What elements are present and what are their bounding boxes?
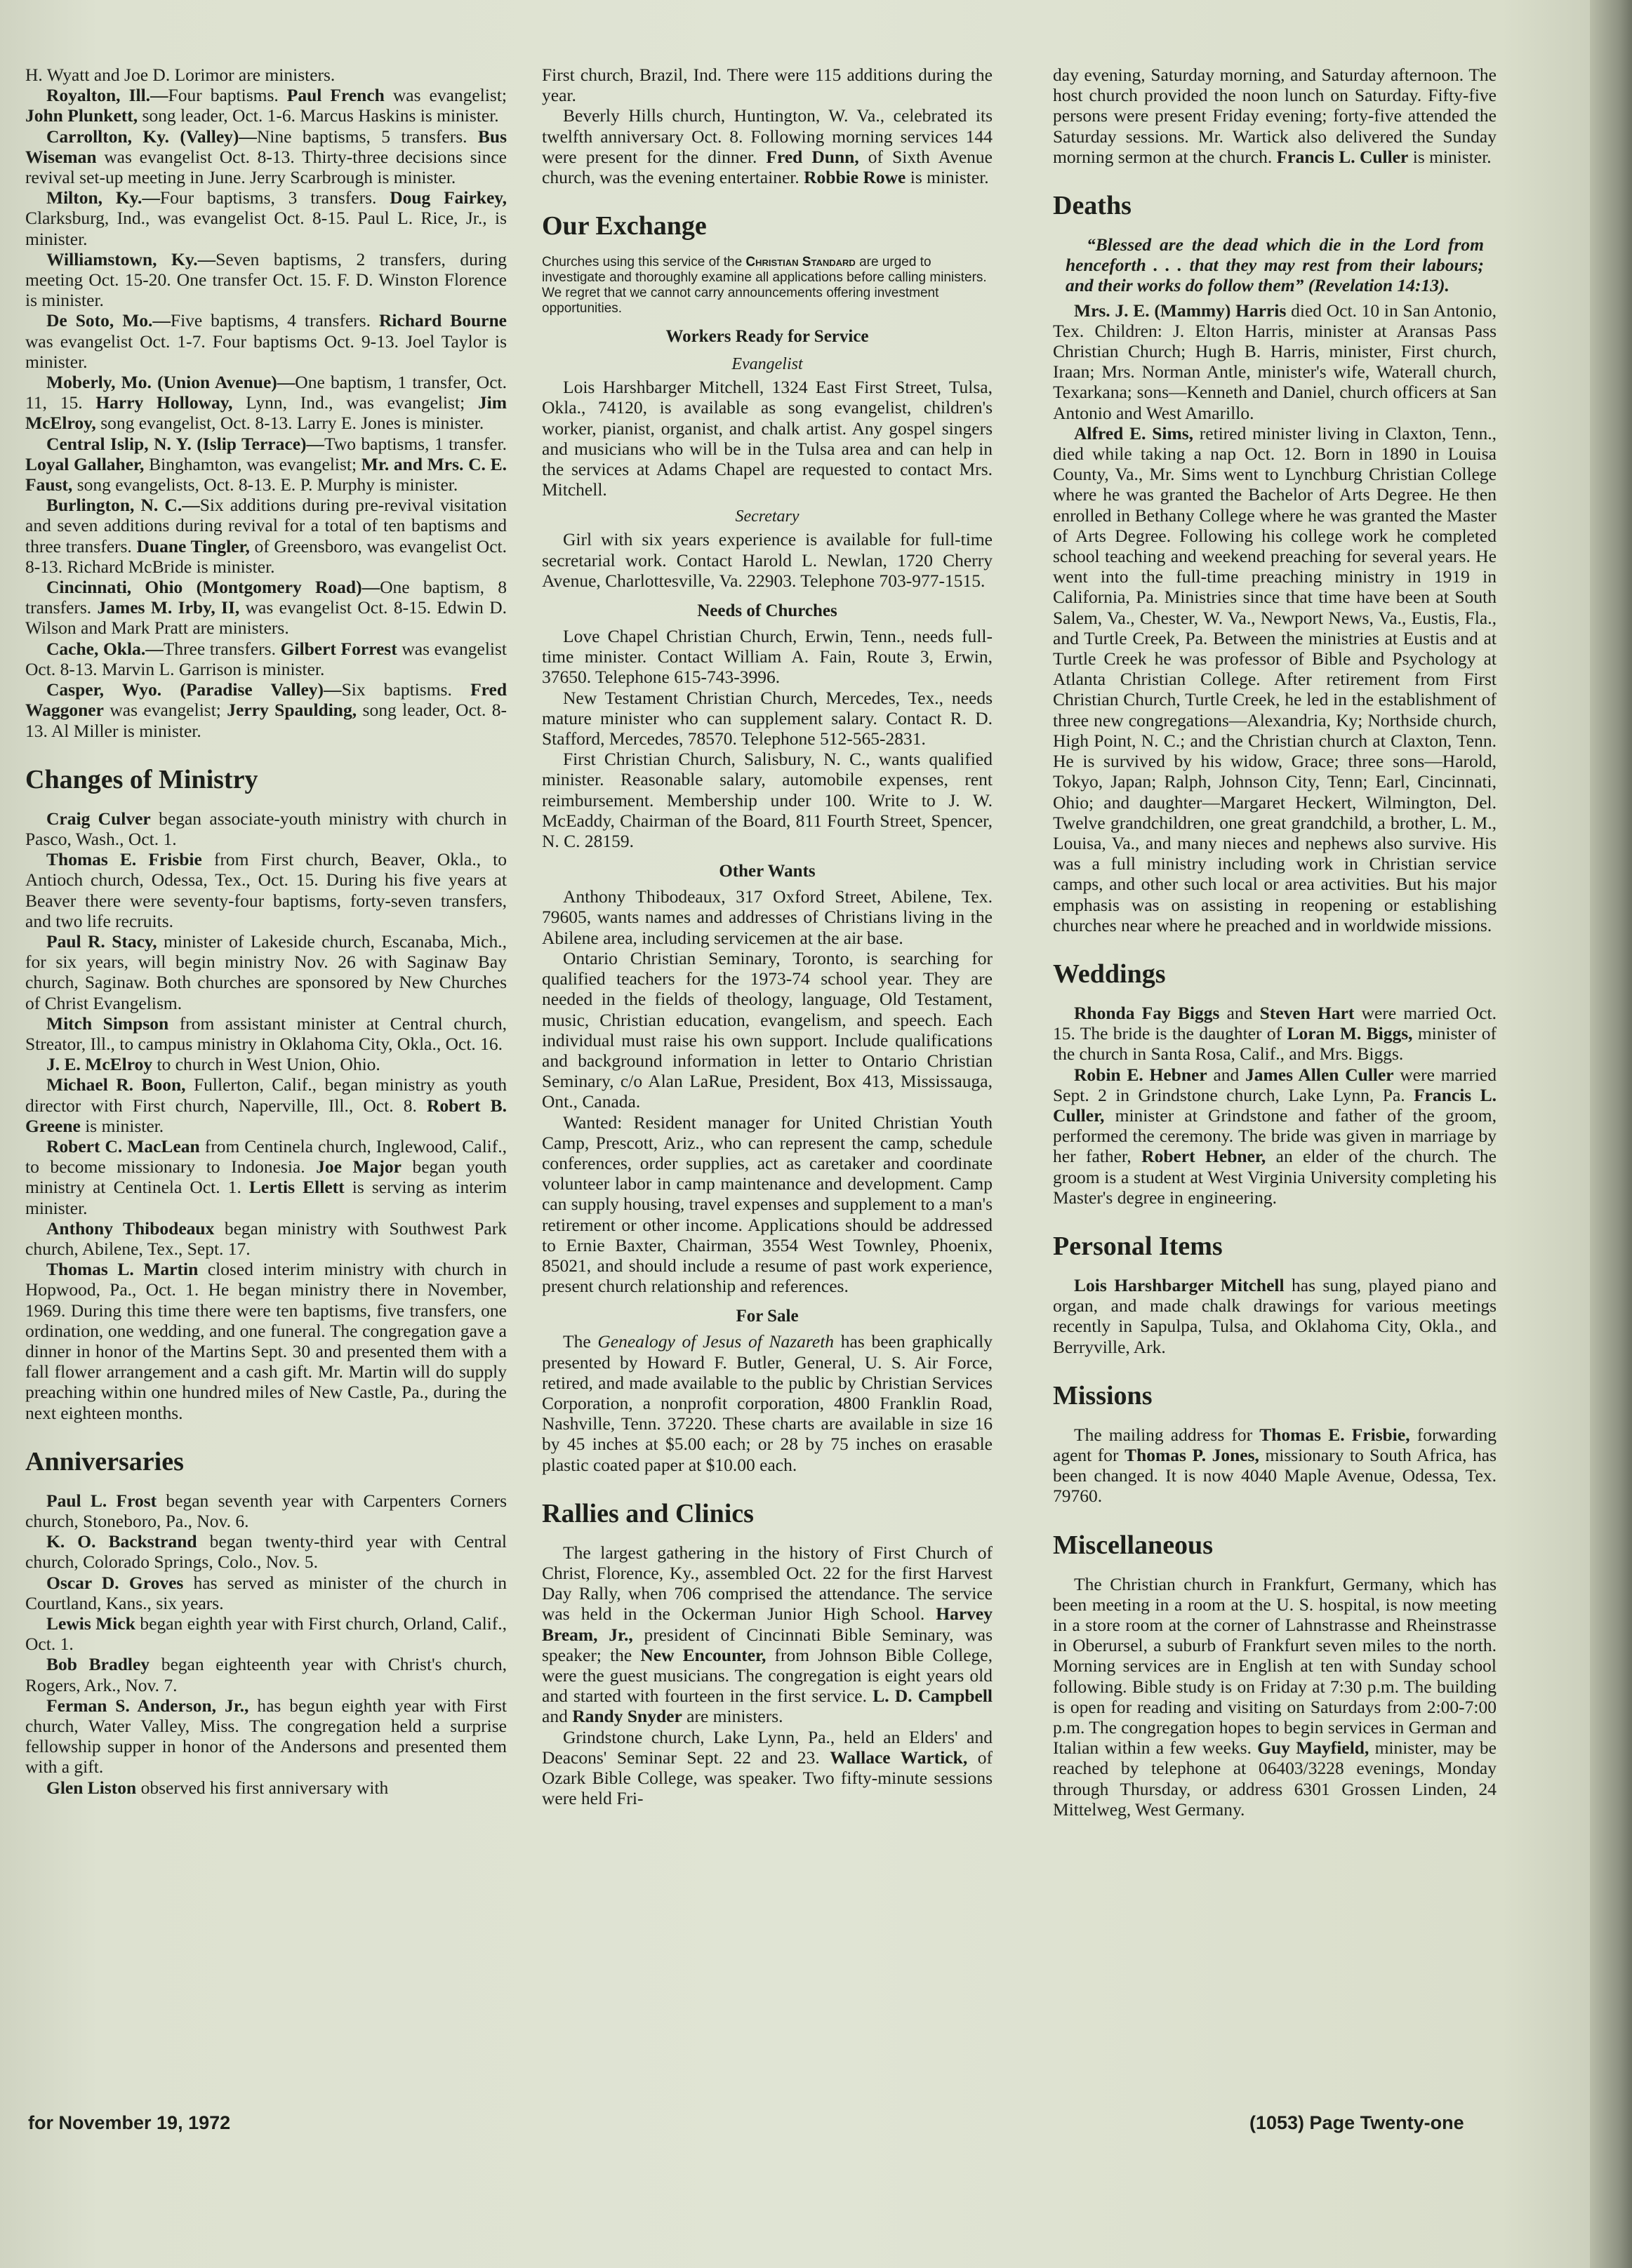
name-run: Paul L. Frost: [46, 1490, 157, 1511]
text-run: was evangelist Oct. 8-13. Thirty-three decisions since revival set-up meeting in June. Jerry Scarbrough is minister.: [25, 146, 507, 188]
text-run: from Johnson Bible College, were the guest musicians. The congregation is eight years old and started with fourteen in the first service.: [542, 1644, 993, 1707]
text-run: an elder of the church. The groom is a student at West Virginia University completing his Master's degree in engineering.: [1053, 1146, 1497, 1208]
text-run: minister at Grindstone and father of the groom, performed the ceremony. The bride was given in marriage by her father,: [1053, 1105, 1497, 1167]
text-run: Grindstone church, Lake Lynn, Pa., held an Elders' and Deacons' Seminar Sept. 22 and 23.: [542, 1726, 993, 1768]
location-run: [46, 434, 507, 454]
needs-listing: First Christian Church, Salisbury, N. C., wants qualified minister. Reasonable salary, automobile expenses, rent reimbursement. Membership under 100. Write to J. W. McEaddy, Chairman of the Board, 811 Fourth Street, Spencer, N. C. 28159.: [542, 749, 993, 852]
location-name: Cache, Okla.—: [46, 638, 164, 659]
revival-report: [25, 679, 507, 741]
name-run: Doug Fairkey,: [390, 187, 507, 208]
heading-deaths: Deaths: [1053, 191, 1132, 221]
heading-weddings: Weddings: [1053, 959, 1166, 989]
text-run: Clarksburg, Ind., was evangelist Oct. 8-15. Paul L. Rice, Jr., is minister.: [25, 208, 507, 249]
location-name: Royalton, Ill.—: [46, 85, 168, 106]
name-run: Harry Holloway,: [95, 392, 233, 413]
needs-listing: New Testament Christian Church, Mercedes, Tex., needs mature minister who can supplement salary. Contact R. D. Stafford, Mercedes, 78570. Telephone 512-565-2831.: [542, 687, 993, 749]
other-wants-listing: Ontario Christian Seminary, Toronto, is searching for qualified teachers for the 1973-74 school year. They are needed in the fields of theology, language, Old Testament, music, Christian education, evangelism, and speech. Each individual must raise his own support. Include qualifications and background information in letter to Ontario Christian Seminary, c/o Alan LaRue, President, Box 413, Mississauga, Ont., Canada.: [542, 947, 993, 1112]
location-name: Central Islip, N. Y. (Islip Terrace)—: [46, 433, 324, 454]
report-text: One baptism, 1 transfer, Oct. 11, 15.: [25, 372, 507, 413]
text-run: is minister.: [80, 1115, 164, 1136]
report-text: Seven baptisms, 2 transfers, during meeting Oct. 15-20. One transfer Oct. 15. F. D. Winston Florence is minister.: [25, 248, 507, 311]
book-title: Genealogy of Jesus of Nazareth: [597, 1331, 835, 1352]
text-run: began youth ministry at Centinela Oct. 1.: [25, 1156, 507, 1198]
anniversary-item: [25, 1695, 507, 1777]
text-run: The largest gathering in the history of First Church of Christ, Florence, Ky., assembled Oct. 22 for the first Harvest Day Rally, when 706 comprised the attendance. The service was held in the Ockerman Junior High School.: [542, 1542, 993, 1625]
text-run: and: [1207, 1064, 1246, 1085]
name-run: Bob Bradley: [46, 1654, 150, 1675]
location-run: [25, 249, 507, 310]
text-run: has served as minister of the church in Courtland, Kans., six years.: [25, 1572, 507, 1613]
text-run: song evangelist, Oct. 8-13. Larry E. Jones is minister.: [95, 413, 484, 434]
text-run: began associate-youth ministry with church in Pasco, Wash., Oct. 1.: [25, 808, 507, 849]
obituary-sims: [1053, 423, 1497, 935]
name-run: Francis L. Culler,: [1053, 1084, 1497, 1126]
text-run: began seventh year with Carpenters Corners church, Stoneboro, Pa., Nov. 6.: [25, 1490, 507, 1531]
text-run: has sung, played piano and organ, and made chalk drawings for various meetings recently in Sapulpa, Tulsa, and Oklahoma City, Okla., and Berryville, Ark.: [1053, 1274, 1497, 1357]
text-run: The: [563, 1331, 598, 1352]
column-middle: [542, 65, 993, 1808]
revival-report: [25, 187, 507, 249]
name-run: Michael R. Boon,: [46, 1074, 186, 1095]
location-run: [46, 679, 470, 700]
name-run: New Encounter,: [640, 1644, 767, 1665]
location-name: Cincinnati, Ohio (Montgomery Road)—: [46, 577, 380, 598]
text-run: Churches using this service of the: [542, 255, 746, 270]
text-run: Binghamton, was evangelist;: [144, 453, 361, 474]
text-run: is minister.: [1408, 146, 1492, 167]
anniversary-item: [25, 1490, 507, 1531]
location-name: Milton, Ky.—: [46, 187, 160, 208]
revival-report: [25, 495, 507, 577]
name-run: Wallace Wartick,: [830, 1747, 968, 1768]
text-run: began eighteenth year with Christ's church, Rogers, Ark., Nov. 7.: [25, 1654, 507, 1695]
name-run: James M. Irby, II,: [97, 597, 240, 618]
location-run: [46, 310, 379, 331]
text-run: H. Wyatt and Joe D. Lorimor are ministers.: [25, 65, 336, 85]
text-run: forwarding agent for: [1053, 1424, 1497, 1465]
column-left: [25, 65, 507, 1798]
text-run: of Greensboro, was evangelist Oct. 8-13. Richard McBride is minister.: [25, 535, 507, 577]
text-run: was evangelist;: [384, 85, 507, 106]
exchange-notice-line: [542, 255, 993, 286]
text-run: to church in West Union, Ohio.: [152, 1054, 380, 1075]
revival-report: [25, 65, 507, 85]
name-run: Robin E. Hebner: [1074, 1064, 1207, 1085]
text-run: Fullerton, Calif., began ministry as youth director with First church, Naperville, Ill., Oct. 8.: [25, 1074, 507, 1116]
heading-other-wants: Other Wants: [719, 862, 816, 881]
name-run: Mitch Simpson: [46, 1013, 169, 1034]
revival-report: [25, 85, 507, 126]
heading-workers-ready: Workers Ready for Service: [665, 327, 869, 347]
text-run: was evangelist Oct. 1-7. Four baptisms Oct. 9-13. Joel Taylor is minister.: [25, 331, 507, 372]
name-run: Alfred E. Sims,: [1074, 422, 1194, 443]
revival-report: [25, 639, 507, 679]
text-run: of Ozark Bible College, was speaker. Two fifty-minute sessions were held Fri-: [542, 1747, 993, 1809]
revival-report: [25, 310, 507, 372]
name-run: Mr. and Mrs. C. E. Faust,: [25, 453, 507, 495]
text-run: Beverly Hills church, Huntington, W. Va., celebrated its twelfth anniversary Oct. 8. Following morning services 144 were present for the dinner.: [542, 105, 993, 167]
location-name: De Soto, Mo.—: [46, 310, 171, 331]
anniversary-item: [25, 1531, 507, 1572]
report-text: Five baptisms, 4 transfers.: [170, 310, 380, 331]
text-run: from Centinela church, Inglewood, Calif., to become missionary to Indonesia.: [25, 1135, 507, 1178]
name-run: Francis L. Culler: [1276, 146, 1409, 167]
text-run: was evangelist;: [103, 700, 227, 721]
name-run: Richard Bourne: [379, 310, 507, 331]
text-run: retired minister living in Claxton, Tenn., died while taking a nap Oct. 12. Born in 1890 in Louisa County, Va., Mr. Sims went to Lynchburg Christian College where he was granted the Bachelor of Arts Degree. He then enrolled in Bethany College where he was granted the Master of Arts Degree. Following his college work he completed school teaching and weekend preaching for several years. He went into the full-time preaching ministry in 1919 in California, Pa. Ministries since that time have been at South Salem, Va., Chester, W. Va., Newport News, Va., Eustis, Fla., and Turtle Creek, Pa. Between the ministries at Eustis and at Turtle Creek he was professor of Bible and Psychology at Atlanta Christian College. After retirement from First Christian Church, Turtle Creek, he led in the establishment of three new congregations—Alexandria, Ky; Northside church, High Point, N. C.; and the Christian church at Claxton, Tenn. He is survived by his widow, Grace; three sons—Harold, Tokyo, Japan; Ralph, Johnson City, Tenn; Earl, Cincinnati, Ohio; and daughter—Margaret Heckert, Wilmington, Del. Twelve grandchildren, one great grandchild, a brother, L. M., Louisa, Va., and many nieces and nephews also survive. His was a full ministry including work in Christian service camps, and other such local or area activities. But his major emphasis was on assisting in reopening or establishing churches near where he preached and in worldwide missions.: [1053, 422, 1497, 935]
location-run: [46, 639, 281, 659]
name-run: Randy Snyder: [572, 1706, 682, 1727]
name-run: Mrs. J. E. (Mammy) Harris: [1074, 300, 1287, 321]
text-run: from First church, Beaver, Okla., to Antioch church, Odessa, Tex., Oct. 15. During his five years at Beaver there were seventy-four baptisms, forty-seven transfers, and two life recruits.: [25, 849, 507, 931]
publication-name: Christian Standard: [745, 255, 856, 270]
text-run: is minister.: [905, 167, 989, 188]
needs-listing: Love Chapel Christian Church, Erwin, Tenn., needs full-time minister. Contact William A. Fain, Route 3, Erwin, 37650. Telephone 615-743-3996.: [542, 626, 993, 688]
name-run: Anthony Thibodeaux: [46, 1218, 215, 1239]
text-run: song leader, Oct. 8-13. Al Miller is minister.: [25, 700, 507, 741]
heading-changes-of-ministry: Changes of Ministry: [25, 764, 258, 794]
changes-list: [25, 808, 507, 1423]
text-run: day evening, Saturday morning, and Saturday afternoon. The host church provided the noon lunch on Saturday. Fifty-five persons were present Friday evening; forty-five attended the Saturday sessions. Mr. Wartick also delivered the Sunday morning sermon at the church.: [1053, 65, 1497, 167]
anniversary-item: [25, 1654, 507, 1695]
text-run: was evangelist Oct. 8-15. Edwin D. Wilson and Mark Pratt are ministers.: [25, 597, 507, 639]
page-binding-shadow: [1590, 0, 1632, 2268]
report-text: Four baptisms, 3 transfers.: [159, 187, 390, 208]
name-run: Thomas P. Jones,: [1125, 1444, 1259, 1465]
for-sale-listing: [542, 1331, 993, 1474]
name-run: K. O. Backstrand: [46, 1531, 197, 1552]
text-run: were married Oct. 15. The bride is the daughter of: [1053, 1002, 1497, 1044]
name-run: Glen Liston: [46, 1777, 137, 1798]
beverly-hills-item: [542, 105, 993, 187]
ministry-change-item: [25, 1218, 507, 1259]
name-run: Jim McElroy,: [25, 392, 507, 434]
report-text: Six additions during pre-revival visitation and seven additions during revival for a total of ten baptisms and three transfers.: [25, 495, 507, 556]
ministry-change-item: [25, 931, 507, 1013]
footer-date: for November 19, 1972: [28, 2112, 231, 2133]
text-run: was evangelist Oct. 8-13. Marvin L. Garrison is minister.: [25, 638, 507, 679]
report-text: One baptism, 8 transfers.: [25, 577, 507, 618]
heading-needs-of-churches: Needs of Churches: [697, 601, 837, 621]
name-run: Lois Harshbarger Mitchell: [1074, 1274, 1285, 1295]
other-wants-listing: Wanted: Resident manager for United Christian Youth Camp, Prescott, Ariz., who can represent the camp, schedule conferences, order supplies, act as caretaker and coordinate volunteer labor in camp maintenance and development. Camp can supply housing, travel expenses and supplement to a man's retirement or other income. Applications should be addressed to Ernie Baxter, Chairman, 3554 West Townley, Phoenix, 85021, and should include a resume of past work experience, present church relationship and references.: [542, 1112, 993, 1297]
text-run: The Christian church in Frankfurt, Germany, which has been meeting in a room at the U. S. hospital, is now meeting in a store room at the corner of Lahnstrasse and Rheinstrasse in Oberursel, a suburb of Frankfurt seven miles to the north. Morning services are in English at ten with Sunday school following. Bible study is on Friday at 7:30 p.m. The building is open for reading and visiting on Saturdays from 2:00-7:00 p.m. The congregation hopes to begin services in German and Italian within a few weeks.: [1053, 1573, 1497, 1759]
name-run: Gilbert Forrest: [280, 638, 397, 659]
text-run: are ministers.: [682, 1706, 783, 1727]
anniversaries-list: [25, 1490, 507, 1798]
location-name: Casper, Wyo. (Paradise Valley)—: [46, 679, 342, 700]
subheading-evangelist: Evangelist: [731, 355, 803, 374]
location-run: [46, 126, 478, 147]
name-run: John Plunkett,: [25, 105, 138, 126]
text-run: died Oct. 10 in San Antonio, Tex. Children: J. Elton Harris, minister at Aransas Pass Christian Church; Hugh B. Harris, minister, First church, Iraan; Mrs. Norman Antle, minister's wife, Waterall church, Texarkana; sons—Kenneth and Daniel, church officers at San Antonio and West Amarillo.: [1053, 300, 1497, 423]
report-text: Three transfers.: [163, 638, 281, 659]
text-run: were married Sept. 2 in Grindstone church, Lake Lynn, Pa.: [1053, 1064, 1497, 1105]
location-name: Williamstown, Ky.—: [46, 248, 216, 269]
wedding-biggs-hart: [1053, 1003, 1497, 1065]
text-run: of Sixth Avenue church, was the evening entertainer.: [542, 146, 993, 188]
name-run: Rhonda Fay Biggs: [1074, 1002, 1220, 1023]
text-run: and: [1219, 1002, 1260, 1023]
text-run: president of Cincinnati Bible Seminary, was speaker; the: [542, 1624, 993, 1665]
text-run: The mailing address for: [1074, 1424, 1260, 1445]
name-run: J. E. McElroy: [46, 1054, 153, 1075]
text-run: song evangelists, Oct. 8-13. E. P. Murphy is minister.: [72, 474, 458, 495]
report-text: Four baptisms.: [168, 85, 287, 106]
report-text: Six baptisms.: [341, 679, 471, 700]
text-run: began twenty-third year with Central church, Colorado Springs, Colo., Nov. 5.: [25, 1531, 507, 1573]
name-run: Robert B. Greene: [25, 1095, 507, 1136]
heading-personal-items: Personal Items: [1053, 1231, 1223, 1261]
name-run: Paul French: [286, 85, 385, 106]
name-run: Paul R. Stacy,: [46, 930, 157, 952]
text-run: Lynn, Ind., was evangelist;: [232, 392, 478, 413]
exchange-notice: [542, 255, 993, 316]
revival-report: [25, 577, 507, 639]
revival-report: [25, 249, 507, 311]
ministry-change-item: [25, 1074, 507, 1136]
brazil-continuation: First church, Brazil, Ind. There were 115 additions during the year.: [542, 65, 993, 106]
text-run: is serving as interim minister.: [25, 1177, 507, 1218]
heading-missions: Missions: [1053, 1380, 1153, 1410]
column-right: [1053, 65, 1497, 1820]
revival-report: [25, 126, 507, 188]
name-run: Lertis Ellett: [248, 1177, 345, 1198]
text-run: has been graphically presented by Howard F. Butler, General, U. S. Air Force, retired, and made available to the public by Christian Services Corporation, a nonprofit corporation, 4800 Franklin Road, Nashville, Tenn. 37220. These charts are available in size 16 by 45 inches at $5.00 each; or 28 by 75 inches on erasable plastic coated paper at $10.00 each.: [542, 1331, 993, 1475]
text-run: minister of Lakeside church, Escanaba, Mich., for six years, will begin ministry Nov. 26 with Saginaw Bay church, Saginaw. Both churches are sponsored by New Churches of Christ Evangelism.: [25, 930, 507, 1013]
name-run: Robert Hebner,: [1141, 1146, 1266, 1167]
name-run: Fred Dunn,: [766, 146, 859, 167]
ministry-change-item: [25, 849, 507, 931]
name-run: Robbie Rowe: [804, 167, 906, 188]
text-run: began eighth year with First church, Orland, Calif., Oct. 1.: [25, 1613, 507, 1655]
other-wants-listing: Anthony Thibodeaux, 317 Oxford Street, Abilene, Tex. 79605, wants names and addresses of Christians living in the Abilene area, including servicemen at the air base.: [542, 886, 993, 948]
missions-item: [1053, 1425, 1497, 1507]
text-run: from assistant minister at Central church, Streator, Ill., to campus ministry in Oklahoma City, Okla., Oct. 16.: [25, 1013, 507, 1054]
name-run: Craig Culver: [46, 808, 151, 829]
name-run: Thomas L. Martin: [46, 1259, 199, 1280]
heading-rallies-and-clinics: Rallies and Clinics: [542, 1498, 754, 1528]
name-run: L. D. Campbell: [873, 1686, 993, 1707]
name-run: Thomas E. Frisbie,: [1259, 1424, 1410, 1445]
name-run: Guy Mayfield,: [1257, 1737, 1369, 1759]
name-run: Robert C. MacLean: [46, 1135, 200, 1156]
heading-anniversaries: Anniversaries: [25, 1446, 184, 1476]
location-name: Carrollton, Ky. (Valley)—: [46, 126, 257, 147]
ministry-change-item: [25, 808, 507, 849]
text-run: and: [542, 1706, 573, 1727]
location-name: Moberly, Mo. (Union Avenue)—: [46, 372, 296, 393]
revival-report: [25, 372, 507, 434]
text-run: song leader, Oct. 1-6. Marcus Haskins is minister.: [138, 105, 499, 126]
revival-report: [25, 434, 507, 495]
name-run: Loyal Gallaher,: [25, 453, 145, 474]
location-run: [46, 85, 287, 105]
subheading-secretary: Secretary: [735, 507, 800, 526]
verse-text: “Blessed are the dead which die in the Lord from henceforth . . . that they may rest from their labours; and their works do follow them”: [1066, 234, 1484, 296]
name-run: Steven Hart: [1259, 1002, 1355, 1023]
name-run: Thomas E. Frisbie: [46, 849, 202, 870]
name-run: Jerry Spaulding,: [227, 700, 357, 721]
grindstone-continuation: [1053, 65, 1497, 167]
text-run: has begun eighth year with First church, Water Valley, Miss. The congregation held a surprise fellowship supper in honor of the Andersons and presented them with a gift.: [25, 1695, 507, 1777]
location-run: [46, 187, 390, 208]
anniversary-item: [25, 1613, 507, 1654]
name-run: Fred Waggoner: [25, 679, 507, 721]
scripture-verse: [1066, 234, 1484, 296]
name-run: Loran M. Biggs,: [1287, 1023, 1413, 1044]
name-run: Harvey Bream, Jr.,: [542, 1603, 993, 1645]
name-run: Oscar D. Groves: [46, 1572, 184, 1593]
ministry-change-item: [25, 1136, 507, 1218]
ministry-change-item: [25, 1054, 507, 1074]
wedding-hebner-culler: [1053, 1065, 1497, 1208]
anniversary-item: [25, 1777, 507, 1798]
exchange-notice-regret: We regret that we cannot carry announcements offering investment opportunities.: [542, 286, 939, 316]
location-name: Burlington, N. C.—: [46, 495, 200, 516]
personal-item: [1053, 1275, 1497, 1357]
text-run: observed his first anniversary with: [136, 1777, 389, 1798]
text-run: closed interim ministry with church in Hopwood, Pa., Oct. 1. He began ministry there in November, 1969. During this time there were ten baptisms, five transfers, one ordination, one wedding, and one funeral. The congregation gave a dinner in honor of the Martins Sept. 30 and presented them with a fall flower arrangement and a cash gift. Mr. Martin will do supply preaching within one hundred miles of New Castle, Pa., during the next eighteen months.: [25, 1259, 507, 1423]
name-run: Bus Wiseman: [25, 126, 507, 167]
footer-page-number: (1053) Page Twenty-one: [1249, 2112, 1464, 2133]
rallies-item-florence: [542, 1542, 993, 1727]
text-run: minister of the church in Santa Rosa, Calif., and Mrs. Biggs.: [1053, 1023, 1497, 1065]
heading-for-sale: For Sale: [736, 1307, 799, 1326]
name-run: Ferman S. Anderson, Jr.,: [46, 1695, 249, 1716]
ministry-change-item: [25, 1013, 507, 1054]
name-run: James Allen Culler: [1245, 1064, 1394, 1085]
text-run: are urged to investigate and thoroughly examine all applications before calling ministers.: [542, 255, 987, 286]
ministry-change-item: [25, 1259, 507, 1423]
report-text: Two baptisms, 1 transfer.: [324, 433, 507, 454]
name-run: Joe Major: [316, 1156, 402, 1178]
anniversary-item: [25, 1573, 507, 1613]
text-run: missionary to South Africa, has been changed. It is now 4040 Maple Avenue, Odessa, Tex. 79760.: [1053, 1444, 1497, 1507]
miscellaneous-item: [1053, 1574, 1497, 1820]
report-text: Nine baptisms, 5 transfers.: [256, 126, 478, 147]
heading-our-exchange: Our Exchange: [542, 211, 707, 241]
secretary-listing: Girl with six years experience is available for full-time secretarial work. Contact Harold L. Newlan, 1720 Cherry Avenue, Charlottesville, Va. 22903. Telephone 703-977-1515.: [542, 529, 993, 591]
name-run: Lewis Mick: [46, 1613, 135, 1634]
name-run: Duane Tingler,: [136, 535, 250, 556]
obituary-harris: [1053, 300, 1497, 423]
text-run: minister, may be reached by telephone at 06403/3228 evenings, Monday through Thursday, or address 6301 Grossen Linden, 24 Mittelweg, West Germany.: [1053, 1737, 1497, 1820]
revival-reports: [25, 65, 507, 741]
heading-miscellaneous: Miscellaneous: [1053, 1530, 1213, 1560]
verse-reference: (Revelation 14:13).: [1308, 275, 1449, 296]
evangelist-listing: Lois Harshbarger Mitchell, 1324 East First Street, Tulsa, Okla., 74120, is available as song evangelist, children's worker, pianist, organist, and chalk artist. Any gospel singers and musicians who will be in the Tulsa area and can help in the services at Adams Chapel are requested to contact Mrs. Mitchell.: [542, 377, 993, 500]
text-run: began ministry with Southwest Park church, Abilene, Tex., Sept. 17.: [25, 1218, 507, 1259]
rallies-item-grindstone: [542, 1727, 993, 1809]
